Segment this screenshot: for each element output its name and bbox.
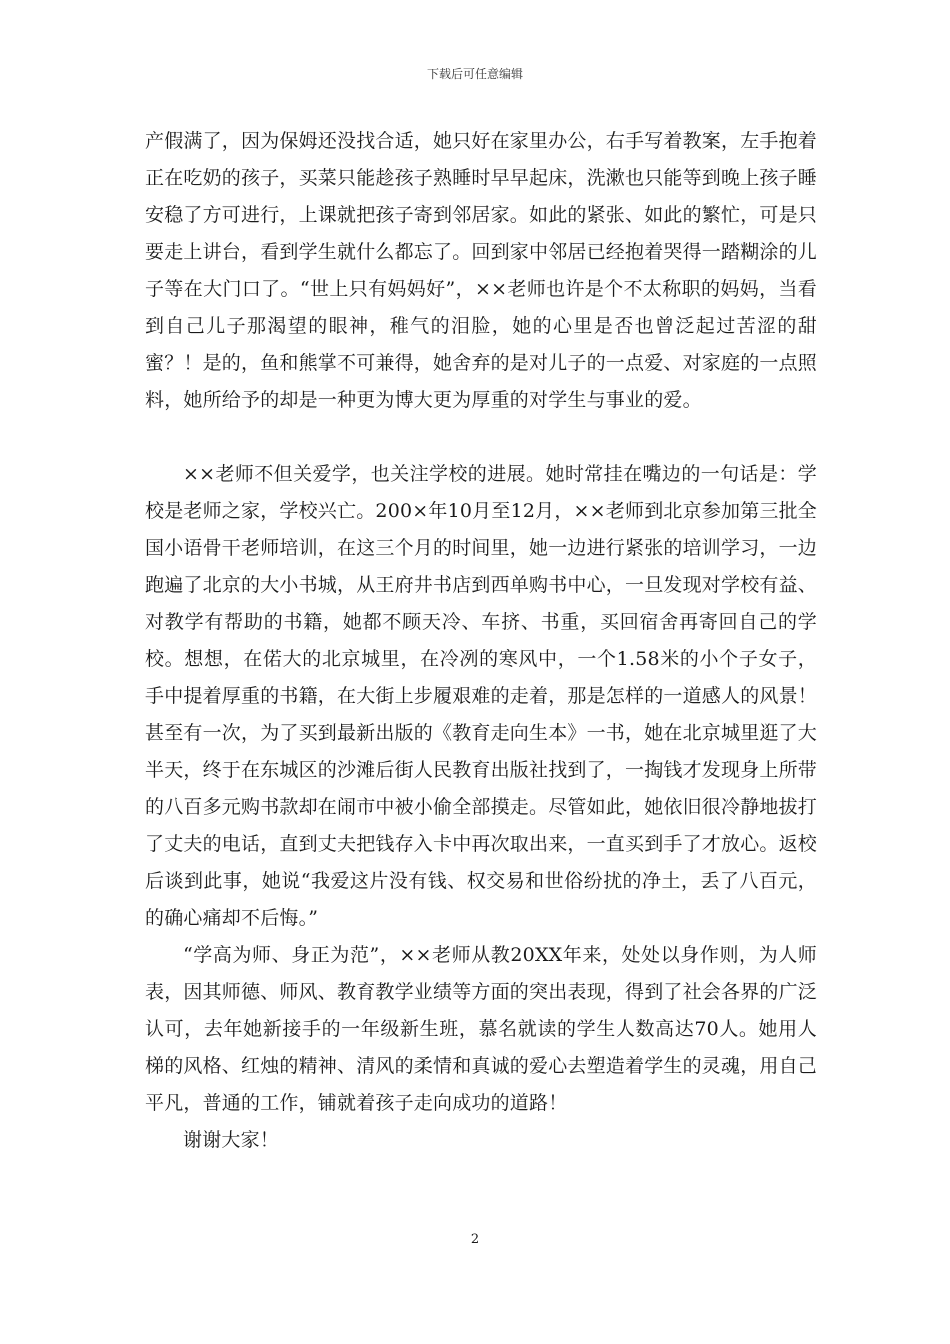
paragraph-school-books: ××老师不但关爱学，也关注学校的进展。她时常挂在嘴边的一句话是：学校是老师之家，学校兴亡。200×年10月至12月，××老师到北京参加第三批全国小语骨干老师培训，在这三个月的时间里，她一边进行紧张的培训学习，一边跑遍了北京的大小书城，从王府井书店到西单购书中心，一旦发现对学校有益、对教学有帮助的书籍，她都不顾天冷、车挤、书重，买回宿舍再寄回自己的学校。想想，在偌大的北京城里，在冷冽的寒风中，一个1.58米的小个子女子，手中提着厚重的书籍，在大街上步履艰难的走着，那是怎样的一道感人的风景！甚至有一次，为了买到最新出版的《教育走向生本》一书，她在北京城里逛了大半天，终于在东城区的沙滩后街人民教育出版社找到了，一掏钱才发现身上所带的八百多元购书款却在闹市中被小偷全部摸走。尽管如此，她依旧很冷静地拔打了丈夫的电话，直到丈夫把钱存入卡中再次取出来，一直买到手了才放心。返校后谈到此事，她说“我爱这片没有钱、权交易和世俗纷扰的净土，丢了八百元，的确心痛却不后悔。”: [145, 463, 818, 929]
paragraph-role-model: “学高为师、身正为范”，××老师从教20XX年来，处处以身作则，为人师表，因其师德、师风、教育教学业绩等方面的突出表现，得到了社会各界的广泛认可，去年她新接手的一年级新生班，慕名就读的学生人数高达70人。她用人梯的风格、红烛的精神、清风的柔情和真诚的爱心去塑造着学生的灵魂，用自己平凡，普通的工作，铺就着孩子走向成功的道路！: [145, 944, 818, 1114]
document-body: [145, 123, 817, 1159]
page-number: 2: [470, 1232, 480, 1247]
page-header-note: 下载后可任意编辑: [426, 67, 523, 81]
paragraph-thanks: 谢谢大家！: [183, 1129, 280, 1151]
paragraph-maternity-leave: 产假满了，因为保姆还没找合适，她只好在家里办公，右手写着教案，左手抱着正在吃奶的孩子，买菜只能趁孩子熟睡时早早起床，洗漱也只能等到晚上孩子睡安稳了方可进行，上课就把孩子寄到邻居家。如此的紧张、如此的繁忙，可是只要走上讲台，看到学生就什么都忘了。回到家中邻居已经抱着哭得一踏糊涂的儿子等在大门口了。“世上只有妈妈好”，××老师也许是个不太称职的妈妈，当看到自己儿子那渴望的眼神，稚气的泪脸，她的心里是否也曾泛起过苦涩的甜蜜？！是的，鱼和熊掌不可兼得，她舍弃的是对儿子的一点爱、对家庭的一点照料，她所给予的却是一种更为博大更为厚重的对学生与事业的爱。: [145, 130, 818, 411]
